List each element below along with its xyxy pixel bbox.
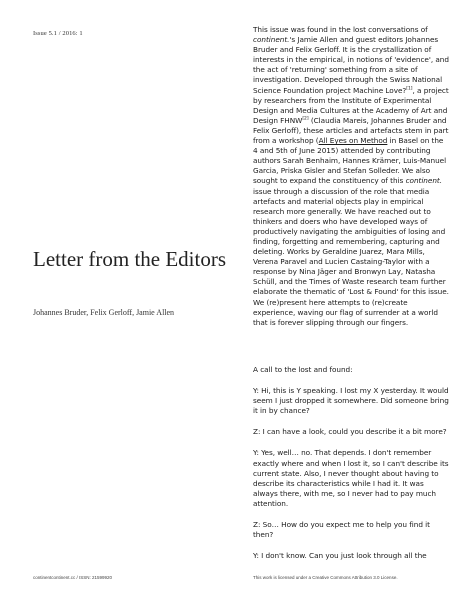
- footnote-ref-1[interactable]: [1]: [406, 86, 413, 92]
- article-authors: Johannes Bruder, Felix Gerloff, Jamie Allen: [33, 308, 175, 317]
- dialogue-line: Z: I can have a look, could you describe it a bit more?: [253, 427, 447, 437]
- journal-name: continent.: [405, 176, 442, 186]
- dialogue-line: Y: Hi, this is Y speaking. I lost my X yesterday. It would seem I just dropped it somewhere. Did someone bring it in by chance?: [253, 386, 449, 416]
- dialogue-line: Y: I don't know. Can you just look through all the: [253, 551, 427, 561]
- footnote-ref-2[interactable]: [2]: [302, 116, 309, 122]
- intro-text: [253, 25, 449, 328]
- intro-text-segment: , a project by researchers from the Institute of Experimental Design and Media Cultures at the Academy of Art and Design FHNW: [253, 85, 449, 125]
- footer-license: This work is licensed under a Creative Commons Attribution 3.0 License.: [253, 575, 398, 580]
- dialogue-line: A call to the lost and found:: [253, 365, 353, 374]
- dialogue-section: [253, 365, 449, 572]
- intro-text-segment: issue through a discussion of the role that media artefacts and material objects play in empirical research more generally. We have reached out to thinkers and doers who have developed ways of productively navigating the ambiguities of losing and finding, forgetting and remembering, capturing and deleting. Works by Geraldine Juarez, Mara Mills, Verena Paravel and Lucien Castaing-Taylor with a response by Nina Jäger and Bronwyn Lay, Natasha Schüll, and the Times of Waste research team further elaborate the thematic of 'Lost & Found' for this issue. We (re)present here attempts to (re)create experience, waving our flag of surrender at a world that is forever slipping through our fingers.: [253, 186, 449, 327]
- journal-name: continent.: [253, 35, 290, 45]
- article-title: Letter from the Editors: [33, 247, 227, 271]
- intro-text-segment: This issue was found in the lost conversations of: [253, 25, 428, 34]
- footer-issn: continentcontinent.cc / ISSN: 21599920: [33, 575, 113, 580]
- dialogue-line: Z: So… How do you expect me to help you find it then?: [253, 520, 430, 540]
- issue-number: Issue 5.1 / 2016: 1: [33, 30, 83, 37]
- intro-text-segment: (Claudia Mareis, Johannes Bruder and Felix Gerloff), these articles and artefacts stem in part from a workshop (: [253, 115, 449, 146]
- intro-text-segment: in Basel on the 4 and 5th of June 2015) attended by contributing authors Sarah Benhaim, Hannes Krämer, Luis-Manuel Garcia, Priska Gisler and Stefan Solleder. We also sought to expand the constituency of this: [253, 136, 447, 186]
- workshop-link[interactable]: All Eyes on Method: [318, 136, 388, 146]
- intro-paragraph: [253, 25, 449, 328]
- dialogue-line: Y: Yes, well… no. That depends. I don't remember exactly where and when I lost it, so I can't describe its current state. Also, I never thought about having to describe its characteristics while I had it. It was always there, with me, so I never had to pay much attention.: [253, 448, 449, 508]
- intro-text-segment: 's Jamie Allen and guest editors Johannes Bruder and Felix Gerloff. It is the crystallization of interests in the empirical, in notions of 'evidence', and the act of 'returning' something from a site of investigation. Developed through the Swiss National Science Foundation project Machine Love?: [253, 35, 449, 95]
